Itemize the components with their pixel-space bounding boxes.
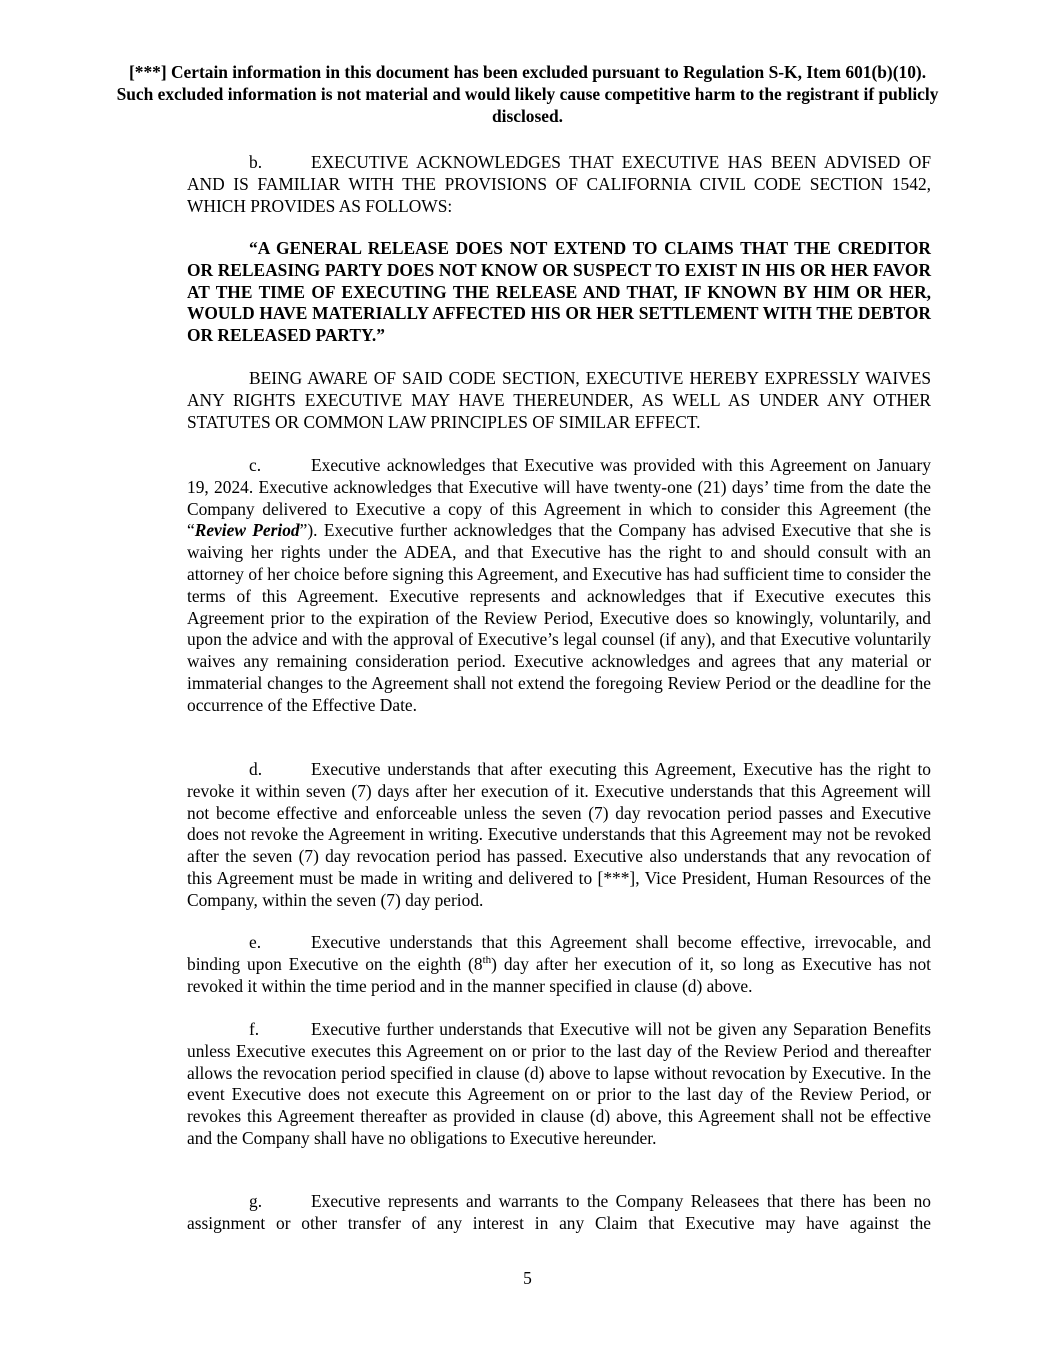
paragraph-label-f: f. — [249, 1019, 260, 1039]
paragraph-d — [187, 759, 931, 912]
paragraph-e-text-after: ) day after her execution of it, so long as Executive has not revoked it within the time period and in the manner specified in clause (d) above. — [187, 953, 931, 996]
body-waiver — [187, 368, 931, 433]
body-e — [187, 932, 931, 997]
paragraph-label-e: e. — [249, 932, 262, 952]
body-g — [187, 1191, 931, 1235]
waiver-text: BEING AWARE OF SAID CODE SECTION, EXECUTIVE HEREBY EXPRESSLY WAIVES ANY RIGHTS EXECUTIVE MAY HAVE THEREUNDER, AS WELL AS UNDER ANY OTHER STATUTES OR COMMON LAW PRINCIPLES OF SIMILAR EFFECT. — [187, 368, 931, 432]
paragraph-f — [187, 1019, 931, 1150]
body-d — [187, 759, 931, 912]
paragraph-e-text-before: Executive understands that this Agreement shall become effective, irrevocable, and binding upon Executive on the eighth (8 — [187, 932, 931, 974]
civil-code-quote — [187, 238, 931, 347]
paragraph-label-d: d. — [249, 759, 263, 779]
paragraph-c-text-before: Executive acknowledges that Executive was provided with this Agreement on January 19, 2024. Executive acknowledges that Executive will have twenty-one (21) days’ time from the date the Company delivered to Executive a copy of this Agreement in which to consider this Agreement (the “ — [187, 455, 931, 541]
page-number: 5 — [523, 1268, 532, 1288]
ordinal-superscript: th — [482, 954, 492, 966]
paragraph-label-c: c. — [249, 455, 262, 475]
body-b — [187, 152, 931, 217]
redaction-legend: [***] Certain information in this document has been excluded pursuant to Regulation S-K, Item 601(b)(10). Such excluded information is not material and would likely cause competitive harm to the registrant if publicly disclosed. — [116, 62, 939, 126]
defined-term-review-period: Review Period — [194, 520, 300, 541]
paragraph-f-text: Executive further understands that Executive will not be given any Separation Benefits unless Executive executes this Agreement on or prior to the last day of the Review Period and thereafter allows the revocation period specified in clause (d) above to lapse without revocation by Executive. In the event Executive does not execute this Agreement on or prior to the last day of the Review Period, or revokes this Agreement thereafter as provided in clause (d) above, this Agreement shall not be effective and the Company shall have no obligations to Executive hereunder. — [187, 1019, 931, 1148]
body-c — [187, 455, 931, 717]
paragraph-g-text: Executive represents and warrants to the Company Releasees that there has been no assignment or other transfer of any interest in any Claim that Executive may have against the — [187, 1191, 931, 1233]
paragraph-c-text-after: ”). Executive further acknowledges that the Company has advised Executive that she is waiving her rights under the ADEA, and that Executive has the right to and should consult with an attorney of her choice before signing this Agreement, and Executive has had sufficient time to consider the terms of this Agreement. Executive represents and acknowledges that if Executive executes this Agreement prior to the expiration of the Review Period, Executive does so knowingly, voluntarily, and upon the advice and with the approval of Executive’s legal counsel (if any), and that Executive voluntarily waives any remaining consideration period. Executive acknowledges and agrees that any material or immaterial changes to the Agreement shall not extend the foregoing Review Period or the deadline for the occurrence of the Effective Date. — [187, 520, 931, 715]
body-f — [187, 1019, 931, 1150]
paragraph-c — [187, 455, 931, 717]
paragraph-label-g: g. — [249, 1191, 263, 1211]
paragraph-d-text: Executive understands that after executing this Agreement, Executive has the right to revoke it within seven (7) days after her execution of it. Executive understands that this Agreement will not become effective and enforceable unless the seven (7) day revocation period passes and Executive does not revoke the Agreement in writing. Executive understands that this Agreement may not be revoked after the seven (7) day revocation period has passed. Executive also understands that any revocation of this Agreement must be made in writing and delivered to [***], Vice President, Human Resources of the Company, within the seven (7) day period. — [187, 759, 931, 910]
body-quote — [187, 238, 931, 347]
paragraph-b-text: EXECUTIVE ACKNOWLEDGES THAT EXECUTIVE HAS BEEN ADVISED OF AND IS FAMILIAR WITH THE PROVISIONS OF CALIFORNIA CIVIL CODE SECTION 1542, WHICH PROVIDES AS FOLLOWS: — [187, 152, 931, 216]
paragraph-label-b: b. — [249, 152, 263, 172]
waiver-paragraph — [187, 368, 931, 433]
paragraph-e — [187, 932, 931, 997]
civil-code-quote-text: “A GENERAL RELEASE DOES NOT EXTEND TO CLAIMS THAT THE CREDITOR OR RELEASING PARTY DOES NOT KNOW OR SUSPECT TO EXIST IN HIS OR HER FAVOR AT THE TIME OF EXECUTING THE RELEASE AND THAT, IF KNOWN BY HIM OR HER, WOULD HAVE MATERIALLY AFFECTED HIS OR HER SETTLEMENT WITH THE DEBTOR OR RELEASED PARTY.” — [187, 238, 931, 346]
paragraph-g — [187, 1191, 931, 1235]
paragraph-b — [187, 152, 931, 217]
